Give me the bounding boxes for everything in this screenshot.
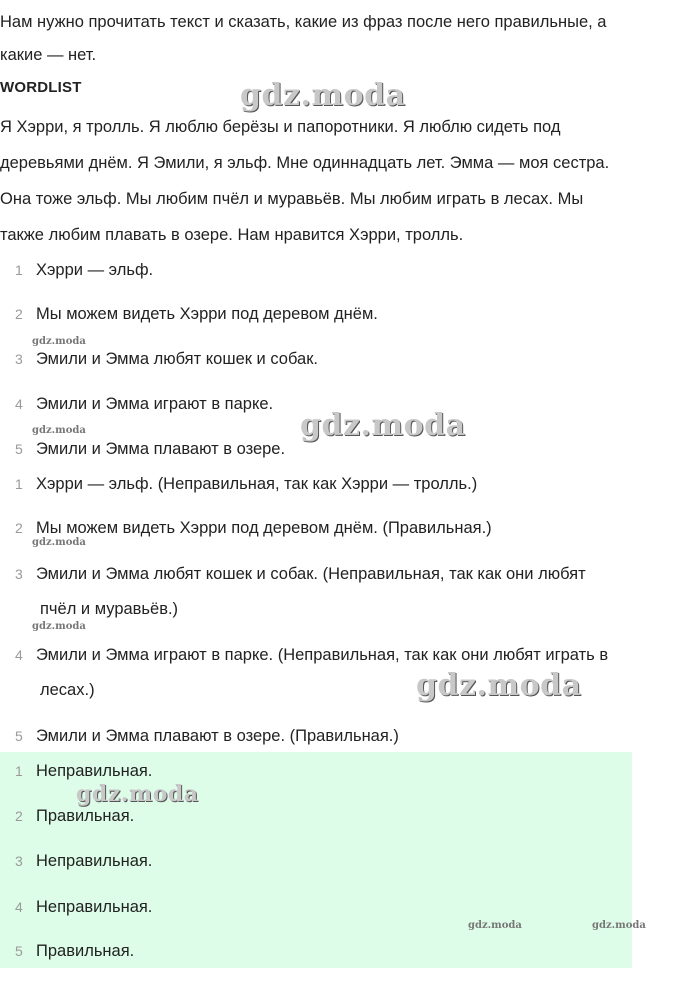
answer-text: Правильная. (36, 807, 135, 825)
wordlist-heading: WORDLIST (0, 79, 82, 96)
statement-text: Хэрри — эльф. (36, 261, 154, 279)
item-number: 4 (15, 899, 23, 915)
watermark: gdz.moda (32, 336, 86, 347)
item-number: 2 (15, 306, 23, 322)
answer-text: Неправильная. (36, 852, 153, 870)
statement-text: Эмили и Эмма играют в парке. (36, 395, 274, 413)
passage-line: деревьями днём. Я Эмили, я эльф. Мне одиннадцать лет. Эмма — моя сестра. (0, 154, 610, 172)
answer-text: Правильная. (36, 942, 135, 960)
item-number: 3 (15, 566, 23, 582)
statement-text: Мы можем видеть Хэрри под деревом днём. (36, 305, 378, 323)
watermark: gdz.moda (240, 78, 406, 113)
answer-text: Неправильная. (36, 762, 153, 780)
watermark: gdz.moda (416, 668, 582, 703)
item-number: 3 (15, 853, 23, 869)
watermark: gdz.moda (32, 425, 86, 436)
passage-line: Я Хэрри, я тролль. Я люблю берёзы и папоротники. Я люблю сидеть под (0, 118, 561, 136)
explanation-text: Хэрри — эльф. (Неправильная, так как Хэрри — тролль.) (36, 475, 478, 493)
item-number: 1 (15, 262, 23, 278)
explanation-text: Эмили и Эмма любят кошек и собак. (Неправильная, так как они любят (36, 565, 586, 583)
item-number: 1 (15, 476, 23, 492)
watermark: gdz.moda (32, 621, 86, 632)
answer-text: Неправильная. (36, 898, 153, 916)
statement-text: Эмили и Эмма плавают в озере. (36, 440, 286, 458)
watermark: gdz.moda (32, 537, 86, 548)
item-number: 3 (15, 351, 23, 367)
explanation-text: Эмили и Эмма играют в парке. (Неправильная, так как они любят играть в (36, 646, 609, 664)
watermark: gdz.moda (76, 781, 199, 807)
item-number: 2 (15, 520, 23, 536)
item-number: 2 (15, 808, 23, 824)
item-number: 5 (15, 441, 23, 457)
explanation-continuation: пчёл и муравьёв.) (40, 600, 179, 618)
watermark: gdz.moda (300, 408, 466, 443)
passage-line: Она тоже эльф. Мы любим пчёл и муравьёв. Мы любим играть в лесах. Мы (0, 190, 584, 208)
intro-line-2: какие — нет. (0, 46, 97, 64)
item-number: 4 (15, 647, 23, 663)
statement-text: Эмили и Эмма любят кошек и собак. (36, 350, 319, 368)
watermark: gdz.moda (468, 920, 522, 931)
watermark: gdz.moda (592, 920, 646, 931)
item-number: 1 (15, 763, 23, 779)
item-number: 4 (15, 396, 23, 412)
item-number: 5 (15, 728, 23, 744)
intro-line-1: Нам нужно прочитать текст и сказать, какие из фраз после него правильные, а (0, 13, 607, 31)
explanation-text: Мы можем видеть Хэрри под деревом днём. (Правильная.) (36, 519, 492, 537)
item-number: 5 (15, 943, 23, 959)
explanation-continuation: лесах.) (40, 681, 95, 699)
explanation-text: Эмили и Эмма плавают в озере. (Правильная.) (36, 727, 399, 745)
passage-line: также любим плавать в озере. Нам нравится Хэрри, тролль. (0, 226, 464, 244)
